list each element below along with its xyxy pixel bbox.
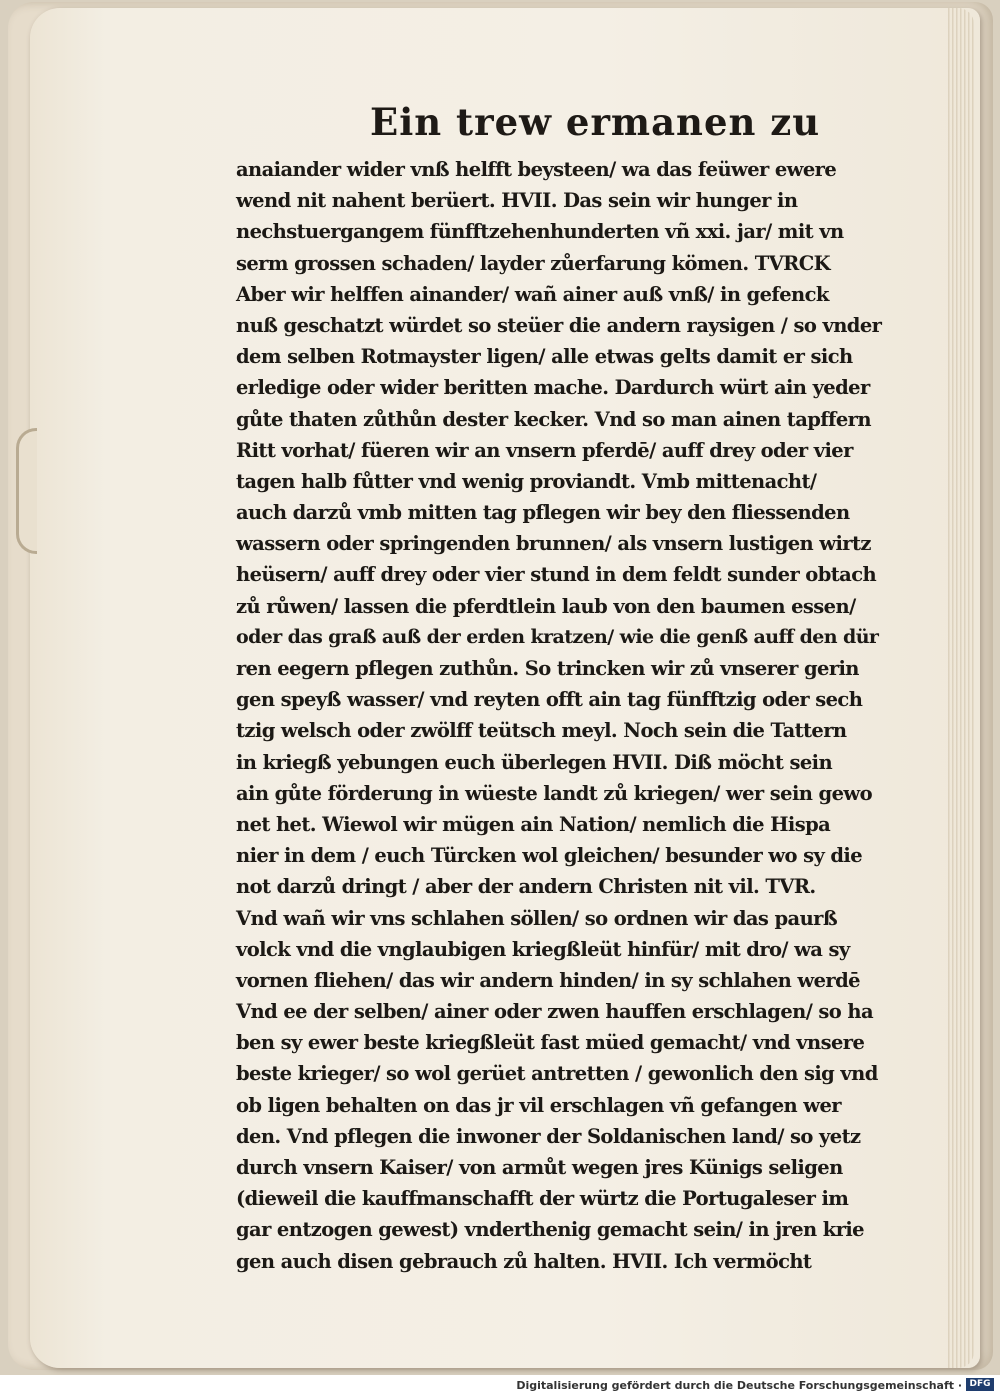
text-line: anaiander wider vnß helfft beysteen/ wa das feüwer ewere <box>236 158 837 181</box>
text-line: Vnd wañ wir vns schlahen söllen/ so ordnen wir das paurß <box>236 906 838 930</box>
text-line: heüsern/ auff drey oder vier stund in dem feldt sunder obtach <box>236 563 877 587</box>
text-line: beste krieger/ so wol gerüet antretten / gewonlich den sig vnd <box>236 1062 878 1086</box>
text-line: (dieweil die kauffmanschafft der würtz die Portugaleser im <box>236 1187 849 1211</box>
text-line: volck vnd die vnglaubigen kriegßleüt hinfür/ mit dro/ wa sy <box>236 937 850 961</box>
text-line: serm grossen schaden/ layder zůerfarung kömen. TVRCK <box>236 251 831 275</box>
text-line: gar entzogen gewest) vnderthenig gemacht sein/ in jren krie <box>236 1218 864 1242</box>
text-line: Vnd ee der selben/ ainer oder zwen hauffen erschlagen/ so ha <box>236 1000 873 1024</box>
text-line: ob ligen behalten on das jr vil erschlagen vñ gefangen wer <box>236 1093 841 1117</box>
text-line: wassern oder springenden brunnen/ als vnsern lustigen wirtz <box>236 532 871 556</box>
text-line: gen speyß wasser/ vnd reyten offt ain tag fünfftzig oder sech <box>236 688 863 712</box>
footer-bar <box>0 1375 1000 1395</box>
text-line: nier in dem / euch Türcken wol gleichen/ besunder wo sy die <box>236 844 863 868</box>
text-line: ain gůte förderung in wüeste landt zů kriegen/ wer sein gewo <box>236 781 872 805</box>
page-curl <box>16 428 37 554</box>
funding-credit: Digitalisierung gefördert durch die Deutsche Forschungsgemeinschaft · <box>516 1379 962 1392</box>
text-line: Ritt vorhat/ füeren wir an vnsern pferdē/ auff drey oder vier <box>236 438 853 462</box>
dfg-logo: DFG <box>966 1378 994 1391</box>
text-line: gůte thaten zůthůn dester kecker. Vnd so man ainen tapffern <box>236 407 871 431</box>
text-line: Aber wir helffen ainander/ wañ ainer auß vnß/ in gefenck <box>236 282 829 306</box>
text-line: gen auch disen gebrauch zů halten. HVII. Ich vermöcht <box>236 1249 812 1273</box>
text-line: not darzů dringt / aber der andern Christen nit vil. TVR. <box>236 875 816 899</box>
text-line: durch vnsern Kaiser/ von armůt wegen jres Künigs seligen <box>236 1156 843 1179</box>
running-header: Ein trew ermanen zu <box>370 100 821 144</box>
text-line: wend nit nahent berüert. HVII. Das sein wir hunger in <box>236 189 798 213</box>
text-line: tzig welsch oder zwölff teütsch meyl. Noch sein die Tattern <box>236 719 847 743</box>
text-line: tagen halb fůtter vnd wenig proviandt. Vmb mittenacht/ <box>236 469 817 493</box>
text-line: vornen fliehen/ das wir andern hinden/ in sy schlahen werdē <box>236 968 860 992</box>
text-line: net het. Wiewol wir mügen ain Nation/ nemlich die Hispa <box>236 812 831 836</box>
text-line: erledige oder wider beritten mache. Dardurch würt ain yeder <box>236 376 870 400</box>
text-line: zů růwen/ lassen die pferdtlein laub von den baumen essen/ <box>236 594 856 618</box>
text-line: ren eegern pflegen zuthůn. So trincken wir zů vnserer gerin <box>236 657 859 680</box>
text-line: nuß geschatzt würdet so steüer die andern raysigen / so vnder <box>236 313 882 337</box>
text-line: nechstuergangem fünfftzehenhunderten vñ xxi. jar/ mit vn <box>236 220 844 244</box>
page-edges <box>948 8 974 1368</box>
text-line: in kriegß yebungen euch überlegen HVII. Diß möcht sein <box>236 750 833 774</box>
text-block <box>236 154 886 1277</box>
text-line: oder das graß auß der erden kratzen/ wie die genß auff den dür <box>236 625 879 648</box>
text-line: den. Vnd pflegen die inwoner der Soldanischen land/ so yetz <box>236 1124 861 1148</box>
text-line: auch darzů vmb mitten tag pflegen wir bey den fliessenden <box>236 501 850 525</box>
text-line: dem selben Rotmayster ligen/ alle etwas gelts damit er sich <box>236 345 853 369</box>
text-line: ben sy ewer beste kriegßleüt fast müed gemacht/ vnd vnsere <box>236 1031 865 1055</box>
